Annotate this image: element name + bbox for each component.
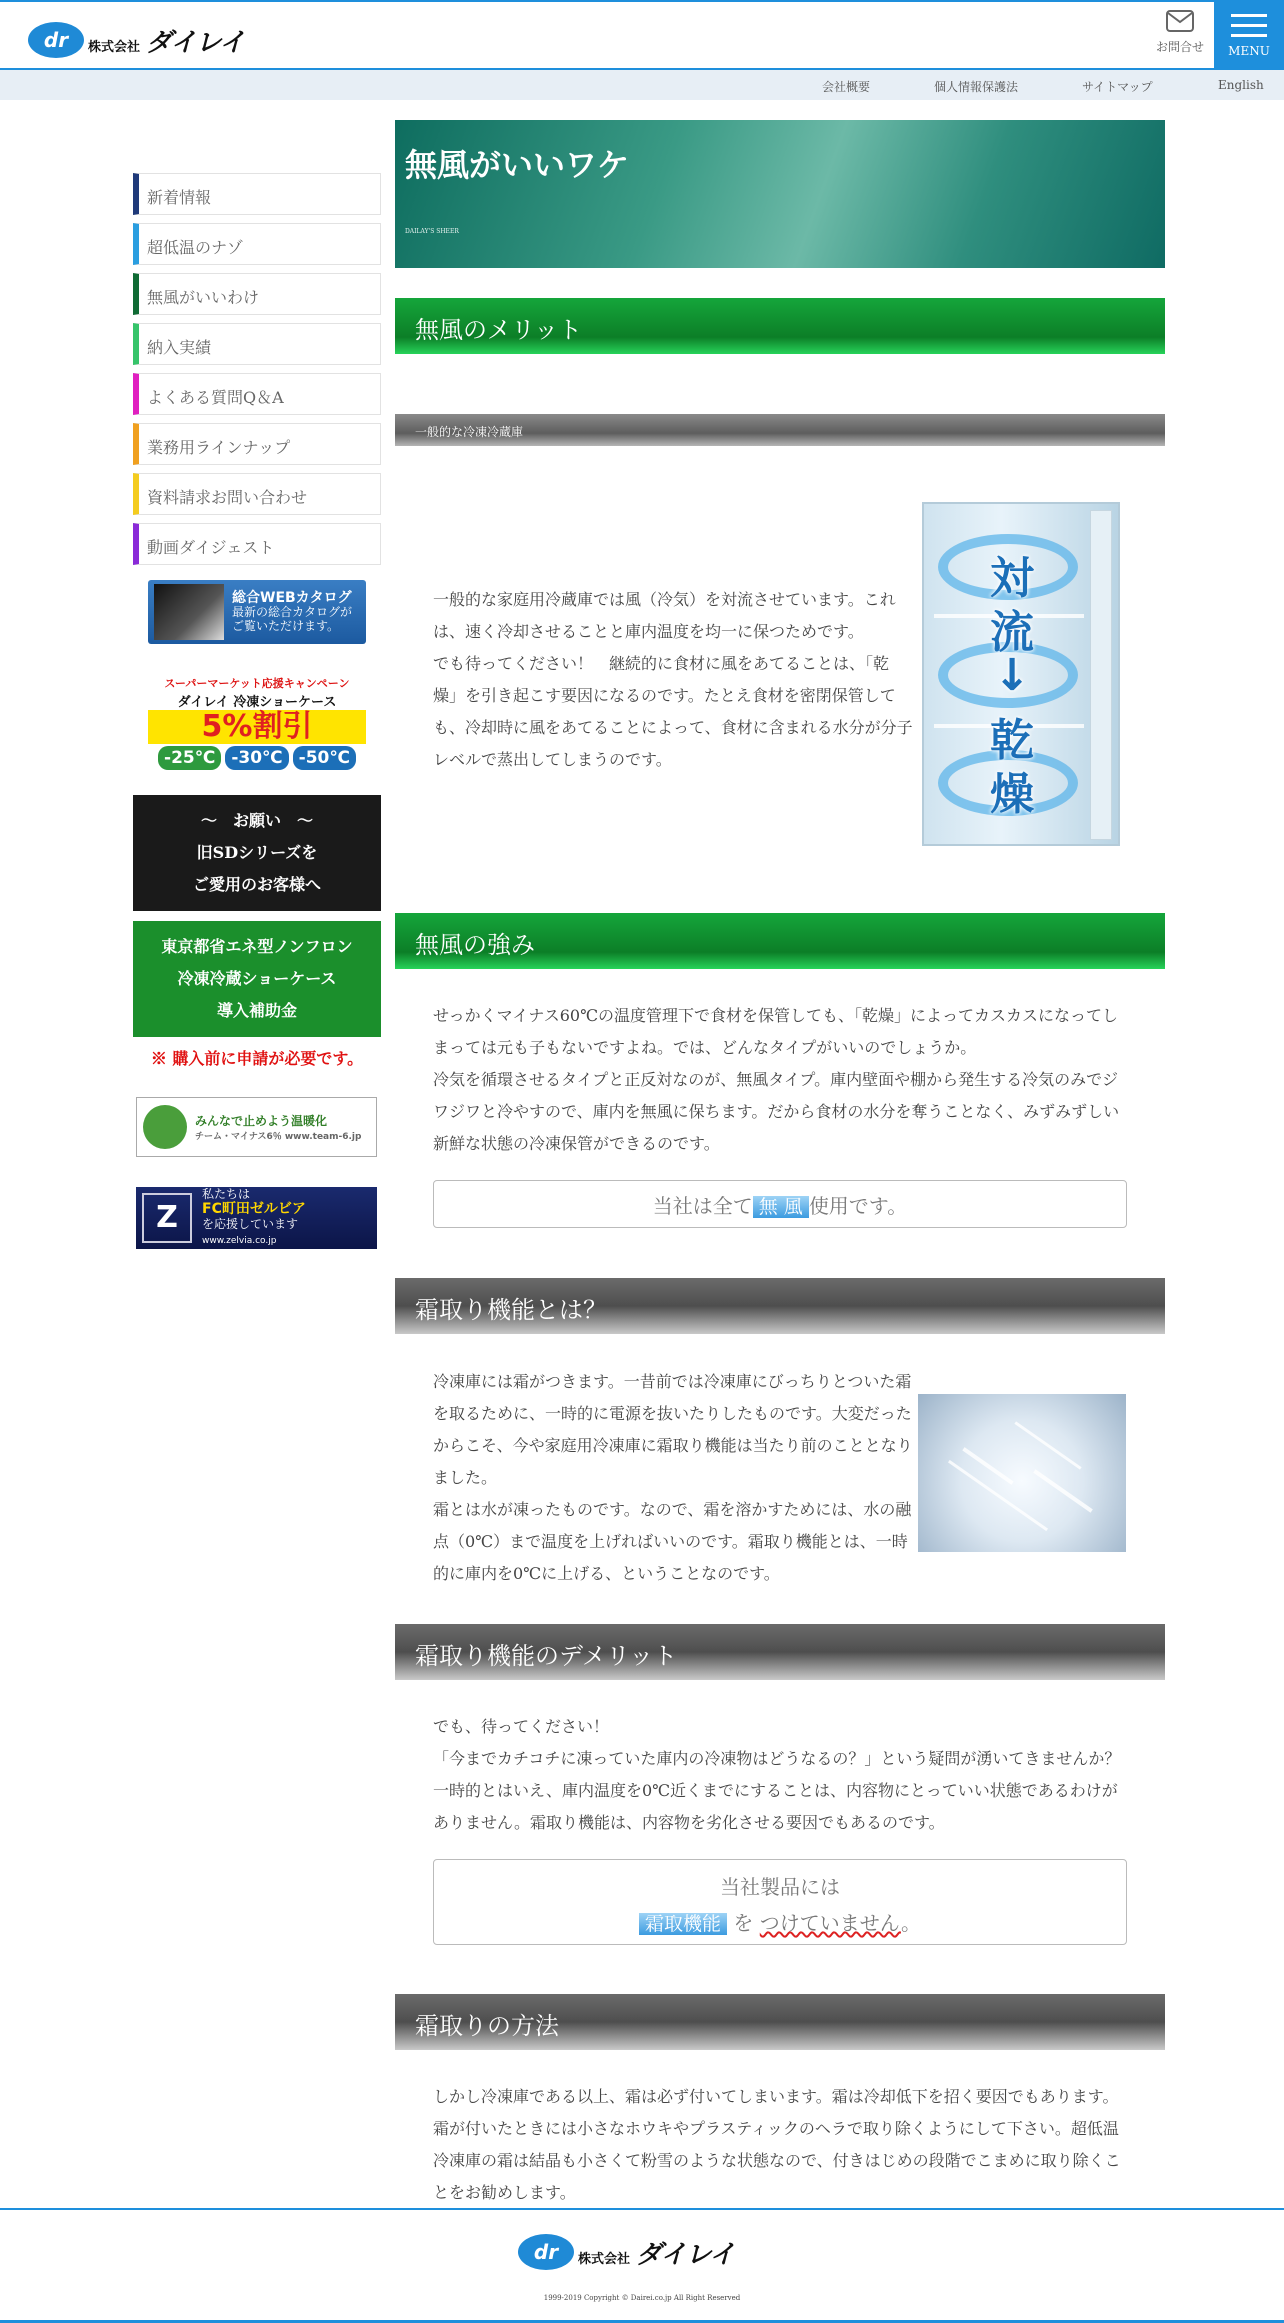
zelvia-l1: 私たちは — [202, 1187, 251, 1201]
sidebar-item-faq[interactable]: よくある質問Q＆A — [133, 373, 381, 415]
no-wind-note-box — [433, 1180, 1127, 1228]
section-heading-method: 霜取りの方法 — [395, 1994, 1165, 2050]
note-text: を — [733, 1911, 754, 1935]
page-title: 無風がいいワケ — [405, 146, 630, 184]
zelvia-text — [202, 1187, 306, 1249]
sub-navigation — [0, 70, 1284, 100]
company-logo[interactable] — [28, 20, 244, 60]
frost-photo — [918, 1394, 1126, 1552]
subsidy-line: 冷凍冷蔵ショーケース — [177, 969, 337, 988]
sidebar-item-inquiry[interactable]: 資料請求お問い合わせ — [133, 473, 381, 515]
section-heading-strength: 無風の強み — [395, 913, 1165, 969]
text-line: 「今までカチコチに凍っていた庫内の冷凍物はどうなるの？」という疑問が湧いてきませんか？ — [433, 1749, 1121, 1768]
defrost-function-highlight: 霜取機能 — [639, 1913, 727, 1935]
text-line: ありません。霜取り機能は、内容物を劣化させる要因でもあるのです。 — [433, 1813, 945, 1832]
sidebar-item-no-wind[interactable]: 無風がいいわけ — [133, 273, 381, 315]
web-catalog-banner[interactable] — [148, 580, 366, 644]
ice-crystal — [1014, 1421, 1081, 1469]
sd-series-notice-banner[interactable] — [133, 795, 381, 911]
notice-line: 旧SDシリーズを — [196, 843, 318, 862]
sidebar-item-delivery-record[interactable]: 納入実績 — [133, 323, 381, 365]
contact-label: お問合せ — [1155, 40, 1204, 54]
not-attached-underline: つけていません — [759, 1911, 901, 1935]
campaign-line2: ダイレイ 冷凍ショーケース — [177, 695, 337, 710]
catalog-line2: 最新の総合カタログが — [232, 605, 353, 619]
note-text: 当社は全て — [652, 1194, 753, 1218]
sidebar-item-lineup[interactable]: 業務用ラインナップ — [133, 423, 381, 465]
text-line: ワジワと冷やすので、庫内を無風に保ちます。だから食材の水分を奪うことなく、みずみずしい — [433, 1102, 1120, 1121]
temp-badge: -30℃ — [225, 746, 288, 770]
ice-crystal — [1033, 1469, 1093, 1512]
merit-text — [433, 584, 923, 776]
zelvia-l4: www.zelvia.co.jp — [202, 1236, 277, 1246]
text-line: も、冷却時に風をあてることによって、食材に含まれる水分が分子 — [433, 718, 913, 737]
text-line: 点（0℃）まで温度を上げればいいのです。霜取り機能とは、一時 — [433, 1532, 908, 1551]
team6-sub: チーム・マイナス6％ www.team-6.jp — [195, 1132, 362, 1142]
catalog-title: 総合WEBカタログ — [232, 590, 352, 606]
section-heading-demerit: 霜取り機能のデメリット — [395, 1624, 1165, 1680]
demerit-text — [433, 1711, 1133, 1839]
subnav-company[interactable]: 会社概要 — [822, 80, 871, 94]
text-line: 燥」を引き起こす要因になるのです。たとえ食材を密閉保管して — [433, 686, 896, 705]
figure-word: 乾 — [990, 715, 1034, 766]
logo-small-text: 株式会社 — [88, 39, 141, 55]
hero-subtitle: DAILAY'S SHEER — [405, 228, 459, 235]
zelvia-l2: FC町田ゼルビア — [202, 1201, 306, 1217]
zelvia-l3: を応援しています — [202, 1217, 299, 1231]
team6-text — [195, 1112, 361, 1142]
contact-button[interactable] — [1150, 2, 1210, 68]
text-line: でも待ってください！ 継続的に食材に風をあてることは、「乾 — [433, 654, 890, 673]
note-line2 — [434, 1905, 1126, 1942]
text-line: 冷気を循環させるタイプと正反対なのが、無風タイプ。庫内壁面や棚から発生する冷気のみでジ — [433, 1070, 1119, 1089]
hamburger-icon — [1231, 14, 1267, 17]
section-heading-defrost: 霜取り機能とは？ — [395, 1278, 1165, 1334]
text-line: 霜が付いたときには小さなホウキやプラスティックのヘラで取り除くようにして下さい。超低温 — [433, 2119, 1119, 2138]
mail-icon — [1166, 10, 1194, 32]
text-line: レベルで蒸出してしまうのです。 — [433, 750, 672, 769]
campaign-line1: スーパーマーケット応援キャンペーン — [164, 677, 350, 690]
team-minus6-banner[interactable] — [136, 1097, 377, 1157]
subsidy-line: 導入補助金 — [216, 1001, 297, 1020]
note-text: 当社製品には — [720, 1875, 840, 1899]
text-line: しかし冷凍庫である以上、霜は必ず付いてしまいます。霜は冷却低下を招く要因でもあります。 — [433, 2087, 1119, 2106]
defrost-text — [433, 1366, 923, 1590]
method-text — [433, 2081, 1133, 2209]
catalog-thumbnails — [154, 584, 224, 640]
text-line: 霜とは水が凍ったものです。なので、霜を溶かすためには、水の融 — [433, 1500, 912, 1519]
hamburger-icon-bar — [1231, 34, 1267, 37]
zelvia-banner[interactable] — [136, 1187, 377, 1249]
hamburger-icon-bar — [1231, 24, 1267, 27]
subnav-sitemap[interactable]: サイトマップ — [1082, 80, 1153, 94]
menu-button[interactable] — [1214, 0, 1284, 70]
logo-main-text: ダイレイ — [636, 2239, 735, 2270]
figure-word: 燥 — [990, 769, 1034, 820]
temp-badge: -25℃ — [158, 746, 221, 770]
text-line: せっかくマイナス60℃の温度管理下で食材を保管しても、「乾燥」によってカスカスになってし — [433, 1006, 1118, 1025]
text-line: は、速く冷却させることと庫内温度を均一に保つためです。 — [433, 622, 864, 641]
note-text: 使用です。 — [808, 1194, 908, 1218]
strength-text — [433, 1000, 1133, 1160]
notice-line: ～ お願い ～ — [200, 811, 313, 830]
sidebar-item-ultra-low-temp[interactable]: 超低温のナゾ — [133, 223, 381, 265]
note-text: 。 — [900, 1911, 921, 1935]
text-line: 一般的な家庭用冷蔵庫では風（冷気）を対流させています。これ — [433, 590, 896, 609]
no-defrost-note-box — [433, 1859, 1127, 1945]
campaign-discount: 5%割引 — [148, 710, 366, 744]
text-line: ました。 — [433, 1468, 498, 1487]
subheading-general-fridge: 一般的な冷凍冷蔵庫 — [395, 414, 1165, 446]
logo-main-text: ダイレイ — [146, 27, 245, 58]
sidebar-item-video[interactable]: 動画ダイジェスト — [133, 523, 381, 565]
section-heading-merit: 無風のメリット — [395, 298, 1165, 354]
sidebar-item-news[interactable]: 新着情報 — [133, 173, 381, 215]
footer-logo[interactable] — [518, 2232, 734, 2272]
catalog-line3: ご覧いただけます。 — [232, 619, 340, 633]
globe-icon — [143, 1105, 187, 1149]
figure-word: 流 — [990, 607, 1034, 658]
ice-crystal — [962, 1447, 1013, 1485]
text-line: まっては元も子もないですよね。では、どんなタイプがいいのでしょうか。 — [433, 1038, 977, 1057]
text-line: 冷凍庫には霜がつきます。一昔前では冷凍庫にびっちりとついた霜 — [433, 1372, 912, 1391]
zelvia-logo-icon: Z — [142, 1193, 192, 1243]
campaign-temps — [148, 746, 366, 770]
text-line: 冷凍庫の霜は結晶も小さくて粉雪のような状態なので、付きはじめの段階でこまめに取り除くこ — [433, 2151, 1121, 2170]
figure-word: ↓ — [993, 650, 1031, 701]
subnav-english[interactable]: English — [1218, 78, 1264, 92]
text-line: 一時的とはいえ、庫内温度を0℃近くまでにすることは、内容物にとっていい状態であるわけが — [433, 1781, 1118, 1800]
logo-mark: dr — [518, 2234, 574, 2270]
copyright: 1999-2019 Copyright © Dairei.co.jp All Right Reserved — [543, 2294, 741, 2302]
text-line: でも、待ってください！ — [433, 1717, 610, 1736]
text-line: を取るために、一時的に電源を抜いたりしたものです。大変だった — [433, 1404, 912, 1423]
page-hero — [395, 120, 1165, 268]
menu-label: MENU — [1228, 44, 1270, 58]
no-wind-highlight: 無 風 — [753, 1196, 809, 1218]
logo-small-text: 株式会社 — [578, 2251, 631, 2267]
notice-line: ご愛用のお客様へ — [192, 875, 321, 894]
site-header — [0, 0, 1284, 70]
temp-badge: -50℃ — [293, 746, 356, 770]
subnav-privacy[interactable]: 個人情報保護法 — [934, 80, 1019, 94]
subsidy-warning: ※ 購入前に申請が必要です。 — [150, 1049, 364, 1068]
text-line: 新鮮な状態の冷凍保管ができるのです。 — [433, 1134, 720, 1153]
text-line: からこそ、今や家庭用冷凍庫に霜取り機能は当たり前のこととなり — [433, 1436, 913, 1455]
catalog-text — [232, 591, 352, 633]
fridge-door — [1090, 510, 1112, 840]
subsidy-banner[interactable] — [133, 921, 381, 1037]
convection-fridge-illustration — [922, 502, 1120, 846]
text-line: とをお勧めします。 — [433, 2183, 576, 2202]
campaign-banner[interactable] — [148, 675, 366, 775]
logo-mark: dr — [28, 22, 84, 58]
site-footer — [0, 2208, 1284, 2323]
figure-word: 対 — [990, 553, 1034, 604]
text-line: 的に庫内を0℃に上げる、ということなのです。 — [433, 1564, 780, 1583]
subsidy-line: 東京都省エネ型ノンフロン — [161, 937, 353, 956]
team6-title: みんなで止めよう温暖化 — [195, 1114, 328, 1128]
